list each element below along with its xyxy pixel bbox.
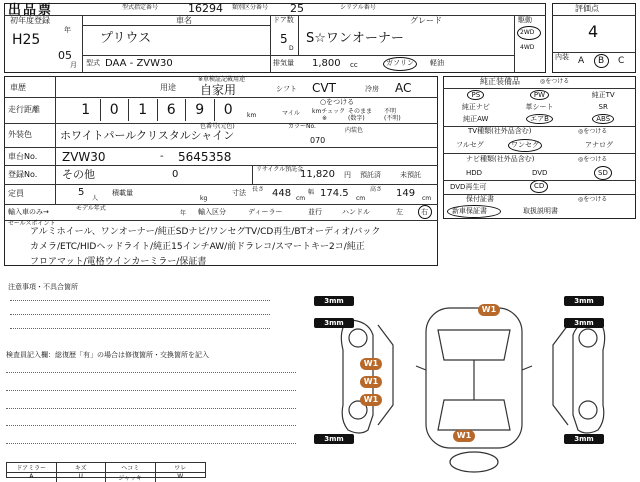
mileage-digit: 0: [101, 99, 130, 121]
grade-label: グレード: [410, 16, 442, 25]
opt-check: kmチェック: [312, 108, 346, 115]
tv-opt-fullseg: フルセグ: [456, 141, 484, 149]
legend-item: キズ: [57, 463, 107, 473]
height-unit: cm: [422, 195, 432, 202]
mileage-digit: 1: [129, 99, 158, 121]
navi-opt-dvd: DVD: [532, 169, 548, 177]
handle-right: 右: [421, 208, 428, 216]
displacement-unit: cc: [350, 61, 358, 69]
genuine-item: 革シート: [525, 103, 554, 111]
first-reg-era: H25: [12, 32, 41, 48]
color-no-label: 色番号(元色): [200, 123, 235, 130]
sales-points-label: セールスポイント: [8, 220, 56, 227]
serial-label: シリアル番号: [340, 4, 376, 11]
inspector-title: 検査員記入欄：総復歴「有」の場合は修復箇所・交換箇所を記入: [6, 351, 209, 359]
load-unit: kg: [200, 195, 208, 202]
damage-size-marker: 3mm: [314, 296, 354, 306]
genuine-item: PW: [508, 91, 572, 99]
drive-2wd: 2WD: [520, 29, 535, 36]
rating-value: 4: [588, 22, 599, 41]
interior-b: B: [598, 56, 605, 66]
opt-sonomama-mark: (数字): [348, 115, 365, 122]
model-label: 型式: [86, 59, 100, 67]
mileage-digit: 9: [186, 99, 215, 121]
color-name: ホワイトパールクリスタルシャイン: [60, 129, 235, 142]
import-dealer: ディーラー: [248, 208, 283, 216]
warranty-label: 保付証書: [466, 195, 494, 203]
class-code-label: 類別区分番号: [232, 4, 269, 11]
genuine-item: SR: [598, 103, 608, 111]
shift-label: シフト: [276, 85, 297, 93]
model-year-label: モデル年式: [76, 205, 106, 212]
mileage-unit: km: [247, 112, 257, 119]
opt-fumei: 不明: [384, 108, 397, 115]
chassis-number: 5645358: [178, 150, 232, 164]
use-label: 用途: [160, 83, 176, 92]
import-parallel: 並行: [308, 208, 322, 216]
handle-label: ハンドル: [342, 208, 370, 216]
len-label: 長さ: [252, 186, 265, 193]
interior-c: C: [618, 56, 625, 66]
damage-size-marker: 3mm: [564, 434, 604, 444]
opt-check-mark: ※: [322, 115, 328, 122]
year-suffix: 年: [64, 26, 71, 34]
navi-opt-sd: SD: [598, 169, 608, 177]
handle-left: 左: [396, 208, 403, 216]
color-change-label: カラーNo.: [288, 123, 316, 130]
tv-circle-note: ◎をつける: [578, 128, 608, 135]
tv-opt-analog: アナログ: [585, 141, 613, 149]
legend-table: [6, 462, 206, 482]
notes-title: 注意事項・不具合箇所: [8, 283, 78, 291]
legend-item: ヘコミ: [106, 463, 156, 473]
registration-value: その他: [62, 168, 95, 181]
registration-label: 登録No.: [8, 170, 38, 179]
width-label: 幅: [308, 189, 315, 196]
navi-opt-hdd: HDD: [466, 169, 483, 177]
color-label: 外装色: [8, 130, 32, 139]
warranty-book: 新車保証書: [452, 207, 487, 215]
length-value: 448: [272, 188, 292, 199]
len-unit: cm: [296, 195, 306, 202]
legend-sub: W: [177, 473, 184, 480]
doors-value: 5: [280, 32, 288, 46]
genuine-item: ABS: [571, 115, 635, 123]
dvd-cd: CD: [534, 182, 545, 190]
capacity-label: 定員: [8, 189, 24, 198]
opt-sonomama: そのまま: [348, 108, 373, 115]
dvd-label: DVD再生可: [450, 183, 487, 191]
damage-size-marker: 3mm: [564, 296, 604, 306]
class-code: 25: [290, 2, 304, 15]
first-reg-month: 05: [58, 49, 72, 62]
opt-fumei-mark: (不明): [384, 115, 401, 122]
manual-book: 取扱説明書: [523, 207, 558, 215]
type-code-label: 型式指定番号: [122, 4, 159, 11]
genuine-grid: [444, 89, 635, 125]
genuine-item: エアB: [508, 114, 572, 124]
fuel-diesel: 軽油: [430, 59, 444, 67]
displacement-label: 排気量: [273, 59, 294, 67]
interior-a: A: [578, 56, 585, 66]
damage-mark: W1: [360, 394, 382, 406]
use-note: ※車検証記載用途: [198, 76, 246, 83]
damage-size-marker: 3mm: [314, 318, 354, 328]
ac-label: 冷房: [365, 85, 379, 93]
navi-circle-note: ◎をつける: [578, 156, 608, 163]
history-label: 車歴: [10, 83, 26, 92]
damage-mark: W1: [360, 376, 382, 388]
sales-point-line: アルミホイール、ワンオーナー/純正SDナビ/ワンセグTV/CD再生/BTオーディオ/バック: [30, 227, 381, 237]
mileage-digit: 0: [223, 102, 233, 118]
genuine-title: 純正装備品: [480, 77, 520, 86]
legend-sub: A: [7, 473, 57, 482]
car-name-label: 車名: [176, 16, 192, 25]
import-class-label: 輸入区分: [198, 208, 226, 216]
drive-4wd: 4WD: [520, 44, 535, 51]
doc-title: 出品票: [8, 3, 54, 18]
type-code: 16294: [188, 2, 223, 15]
tv-opt-oneseg: ワンセグ: [511, 141, 539, 149]
chassis-prefix: ZVW30: [62, 150, 106, 164]
genuine-item: 純正TV: [591, 91, 615, 99]
warranty-circle-note: ◎をつける: [578, 196, 608, 203]
chassis-label: 車台No.: [8, 152, 38, 161]
recycle-value: 11,820: [300, 169, 335, 180]
damage-size-marker: 3mm: [564, 318, 604, 328]
interior-label: 内装: [555, 53, 569, 61]
fuel-gasoline: ガソリン: [386, 59, 414, 67]
recycle-label: リサイクル預託金: [256, 166, 304, 173]
mileage-digits: [72, 99, 242, 121]
doors-label: ドア数: [273, 16, 294, 24]
use-value: 自家用: [200, 83, 237, 97]
damage-mark: W1: [360, 358, 382, 370]
first-reg-label: 初年度登録: [10, 16, 50, 25]
damage-mark: W1: [478, 304, 500, 316]
legend-item: ドアミラー: [7, 463, 57, 473]
legend-item: ワレ: [156, 463, 206, 473]
mileage-opt-label: ○をつける: [320, 98, 355, 106]
height-label: 高さ: [370, 186, 383, 193]
displacement-value: 1,800: [312, 58, 341, 69]
door-type: D: [289, 45, 294, 52]
width-value: 174.5: [320, 188, 349, 199]
registration-zero: 0: [172, 169, 179, 180]
sales-point-line: カメラ/ETC/HIDヘッドライト/純正15インチAW/前ドラレコ/スマートキー2コ/純正: [30, 242, 365, 252]
shift-value: CVT: [312, 81, 336, 95]
damage-diagram: [308, 290, 638, 476]
width-unit: cm: [356, 195, 366, 202]
mileage-label: 走行距離: [8, 105, 40, 114]
opt-mile: マイル: [282, 110, 300, 117]
legend-sub: ジャッキ: [106, 473, 156, 482]
damage-mark: W1: [453, 430, 475, 442]
genuine-item: PS: [444, 91, 508, 99]
drive-label: 駆動: [518, 16, 532, 24]
recycle-status2: 未預託: [400, 171, 421, 179]
mileage-digit: 6: [158, 99, 187, 121]
mileage-digit: 1: [72, 99, 101, 121]
height-value: 149: [396, 188, 416, 199]
damage-size-marker: 3mm: [314, 434, 354, 444]
year-unit: 年: [180, 210, 187, 217]
genuine-item: 純正AW: [463, 115, 489, 123]
sales-point-line: フロアマット/電格ウインカーミラー/保証書: [30, 257, 207, 267]
genuine-circle-note: ◎をつける: [540, 78, 570, 85]
load-label: 積載量: [112, 189, 133, 197]
color-code: 070: [310, 136, 326, 145]
import-label: 輸入車のみ→: [8, 208, 49, 216]
car-name: プリウス: [100, 31, 152, 46]
month-suffix: 月: [70, 61, 77, 69]
dim-label: 寸法: [232, 189, 246, 197]
capacity-unit: 人: [92, 195, 99, 202]
genuine-item: 純正ナビ: [461, 103, 490, 111]
ac-value: AC: [395, 81, 412, 95]
legend-sub: U: [57, 473, 107, 482]
navi-label: ナビ種類(社外品含む): [466, 155, 535, 163]
grade-value: S☆ワンオーナー: [306, 31, 404, 46]
model-value: DAA - ZVW30: [105, 58, 173, 69]
recycle-unit: 円: [344, 171, 351, 179]
rating-label: 評価点: [575, 4, 599, 13]
recycle-status: 預託済: [360, 171, 381, 179]
interior-color-label: 内装色: [345, 127, 364, 134]
capacity-value: 5: [78, 187, 85, 198]
tv-label: TV種類(社外品含む): [468, 127, 532, 135]
